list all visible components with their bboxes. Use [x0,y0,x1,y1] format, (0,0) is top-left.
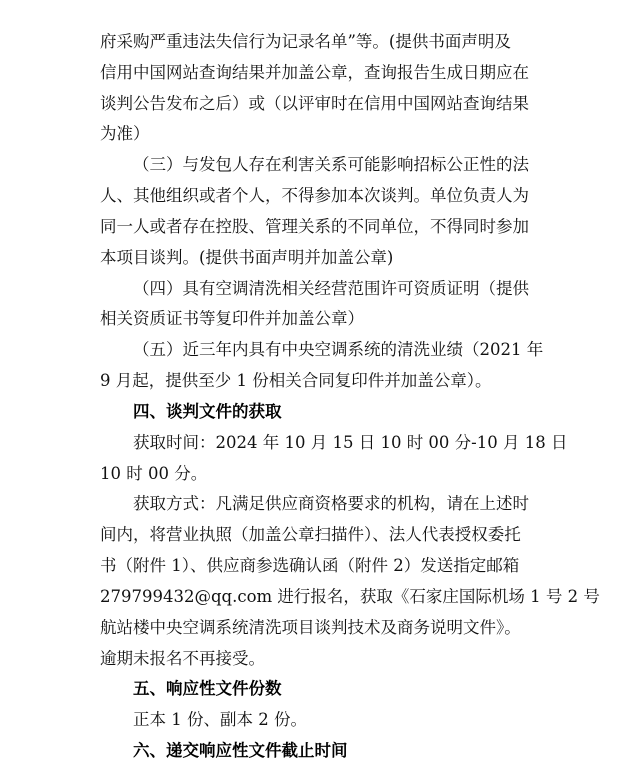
obtain-method-line-4: 279799432@qq.com 进行报名，获取《石家庄国际机场 1 号 2 号 [100,587,600,606]
obtain-method-line-2: 间内，将营业执照（加盖公章扫描件）、法人代表授权委托 [100,525,521,544]
text-line-1: 府采购严重违法失信行为记录名单”等。(提供书面声明及 [100,32,511,51]
obtain-method-line-1: 获取方式：凡满足供应商资格要求的机构，请在上述时 [133,494,529,513]
section-heading-6: 六、递交响应性文件截止时间 [133,741,348,760]
text-line-3: 谈判公告发布之后）或（以评审时在信用中国网站查询结果 [100,94,529,113]
clause-3-line-2: 人、其他组织或者个人，不得参加本次谈判。单位负责人为 [100,186,529,205]
text-line-4: 为准） [100,124,150,143]
section-heading-5: 五、响应性文件份数 [133,679,282,698]
obtain-time-line-1: 获取时间：2024 年 10 月 15 日 10 时 00 分-10 月 18 日 [133,433,568,452]
obtain-method-line-5: 航站楼中央空调系统清洗项目谈判技术及商务说明文件》。 [100,618,521,637]
clause-5-line-1: （五）近三年内具有中央空调系统的清洗业绩（2021 年 [133,340,544,359]
obtain-time-line-2: 10 时 00 分。 [100,464,208,483]
text-line-2: 信用中国网站查询结果并加盖公章，查询报告生成日期应在 [100,63,529,82]
clause-3-line-3: 同一人或者存在控股、管理关系的不同单位，不得同时参加 [100,217,529,236]
copies-line: 正本 1 份、副本 2 份。 [133,710,307,729]
obtain-method-line-3: 书（附件 1）、供应商参选确认函（附件 2）发送指定邮箱 [100,556,520,575]
clause-3-line-4: 本项目谈判。(提供书面声明并加盖公章) [100,248,394,267]
obtain-method-line-6: 逾期未报名不再接受。 [100,649,265,668]
clause-3-line-1: （三）与发包人存在利害关系可能影响招标公正性的法 [133,155,529,174]
section-heading-4: 四、谈判文件的获取 [133,402,282,421]
clause-4-line-2: 相关资质证书等复印件并加盖公章） [100,309,364,328]
clause-4-line-1: （四）具有空调清洗相关经营范围许可资质证明（提供 [133,279,529,298]
clause-5-line-2: 9 月起，提供至少 1 份相关合同复印件并加盖公章）。 [100,371,492,390]
